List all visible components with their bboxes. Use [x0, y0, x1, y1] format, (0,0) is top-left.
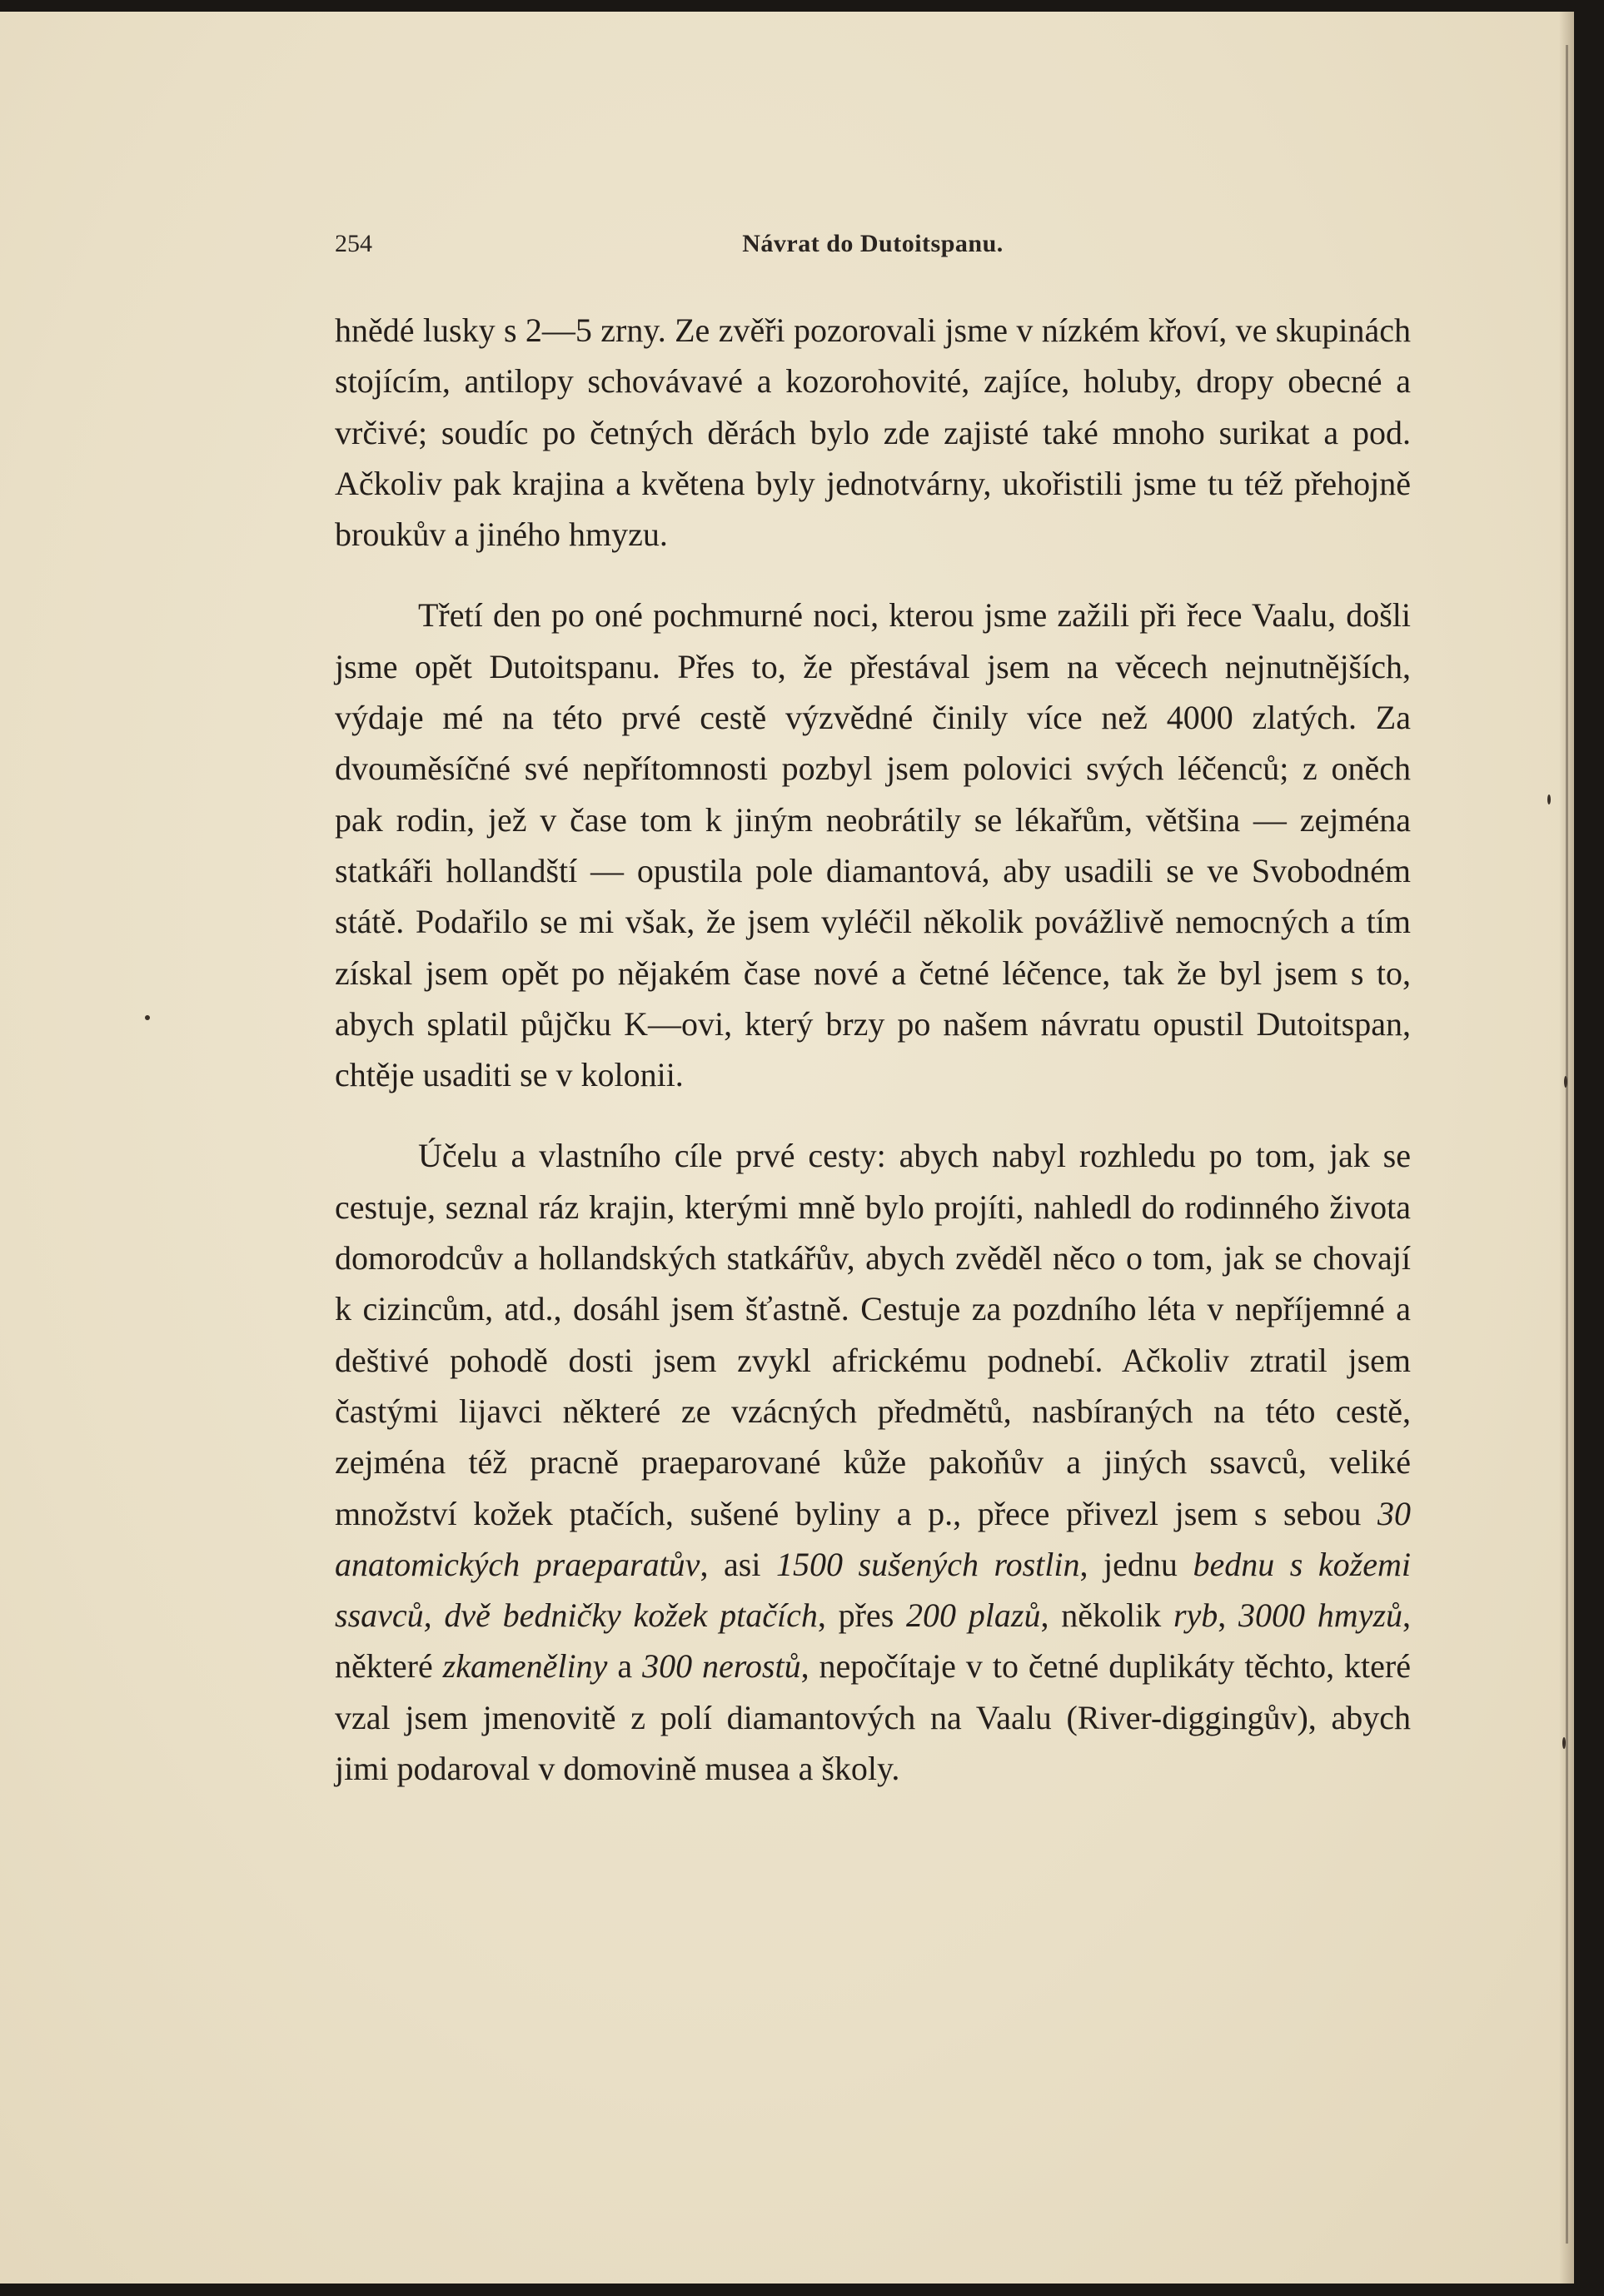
italic-text: 300 nerostů: [642, 1647, 801, 1686]
text-segment: Třetí den po oné pochmurné noci, kterou jsme zažili při řece Vaalu, došli jsme opět Dutoitspanu. Přes to, že přestával jsem na věcech nejnutnějších, výdaje mé na této prvé cestě výzvědné činily více než 4000 zlatých. Za dvouměsíčné své nepřítomnosti pozbyl jsem polovici svých léčenců; z oněch pak rodin, jež v čase tom k jiným neobrátily se lékařům, většina — zejména statkáři hollandští — opustila pole diamantová, aby usadili se ve Svobodném státě. Podařilo se mi však, že jsem vyléčil několik povážlivě nemocných a tím získal jsem opět po nějakém čase nové a četné léčence, tak že byl jsem s to, abych splatil půjčku K—ovi, který brzy po našem návratu opustil Dutoitspan, chtěje usaditi se v kolonii.: [335, 596, 1411, 1094]
body-text: [335, 305, 1411, 1824]
paragraph: [335, 1130, 1411, 1794]
paper-speck: [1547, 794, 1551, 804]
italic-text: 1500 sušených rostlin: [776, 1545, 1080, 1583]
text-segment: , přes: [817, 1596, 907, 1635]
page-number: 254: [335, 230, 372, 257]
italic-text: 30 anatomických praeparatův: [335, 1494, 1411, 1583]
text-segment: , některé: [335, 1596, 1412, 1686]
text-segment: a: [607, 1647, 643, 1686]
text-segment: , nepočítaje v to četné duplikáty těchto, které vzal jsem jmenovitě z polí diamantových na Vaalu (River-diggingův), abych jimi podaroval v domovině musea a školy.: [335, 1647, 1411, 1788]
italic-text: 3000 hmyzů: [1238, 1596, 1403, 1635]
paper-speck: [1564, 1076, 1567, 1088]
italic-text: bednu s kožemi ssavců, dvě bedničky kožek ptačích: [335, 1545, 1411, 1635]
text-segment: , asi: [700, 1545, 776, 1583]
text-segment: ,: [1218, 1596, 1239, 1635]
text-segment: Účelu a vlastního cíle prvé cesty: abych nabyl rozhledu po tom, jak se cestuje, seznal ráz krajin, kterými mně bylo projíti, nahledl do rodinného života domorodcův a hollandských statkářův, abych zvěděl něco o tom, jak se chovají k cizincům, atd., dosáhl jsem šťastně. Cestuje za pozdního léta v nepříjemné a deštivé pohodě dosti jsem zvykl africkému podnebí. Ačkoliv ztratil jsem častými lijavci některé ze vzácných předmětů, nasbíraných na této cestě, zejména též pracně praeparované kůže pakoňův a jiných ssavců, veliké množství kožek ptačích, sušené byliny a p., přece přivezl jsem s sebou: [335, 1137, 1411, 1532]
italic-text: ryb: [1173, 1596, 1218, 1635]
text-segment: , několik: [1040, 1596, 1173, 1635]
running-header: [335, 223, 1411, 265]
text-segment: , jednu: [1079, 1545, 1193, 1583]
paper-speck: [145, 1015, 150, 1020]
italic-text: 200 plazů: [906, 1596, 1041, 1635]
paragraph: [335, 305, 1411, 560]
italic-text: zkameněliny: [442, 1647, 608, 1686]
paper-speck: [1562, 1737, 1566, 1749]
running-title: Návrat do Dutoitspanu.: [742, 230, 1004, 257]
text-segment: hnědé lusky s 2—5 zrny. Ze zvěři pozorovali jsme v nízkém křoví, ve skupinách stojícím, antilopy schovávavé a kozorohovité, zajíce, holuby, dropy obecné a vrčivé; soudíc po četných děrách bylo zde zajisté také mnoho surikat a pod. Ačkoliv pak krajina a květena byly jednotvárny, ukořistili jsme tu též přehojně broukův a jiného hmyzu.: [335, 311, 1411, 554]
page-edge-line: [1566, 45, 1568, 2244]
paragraph: [335, 590, 1411, 1100]
